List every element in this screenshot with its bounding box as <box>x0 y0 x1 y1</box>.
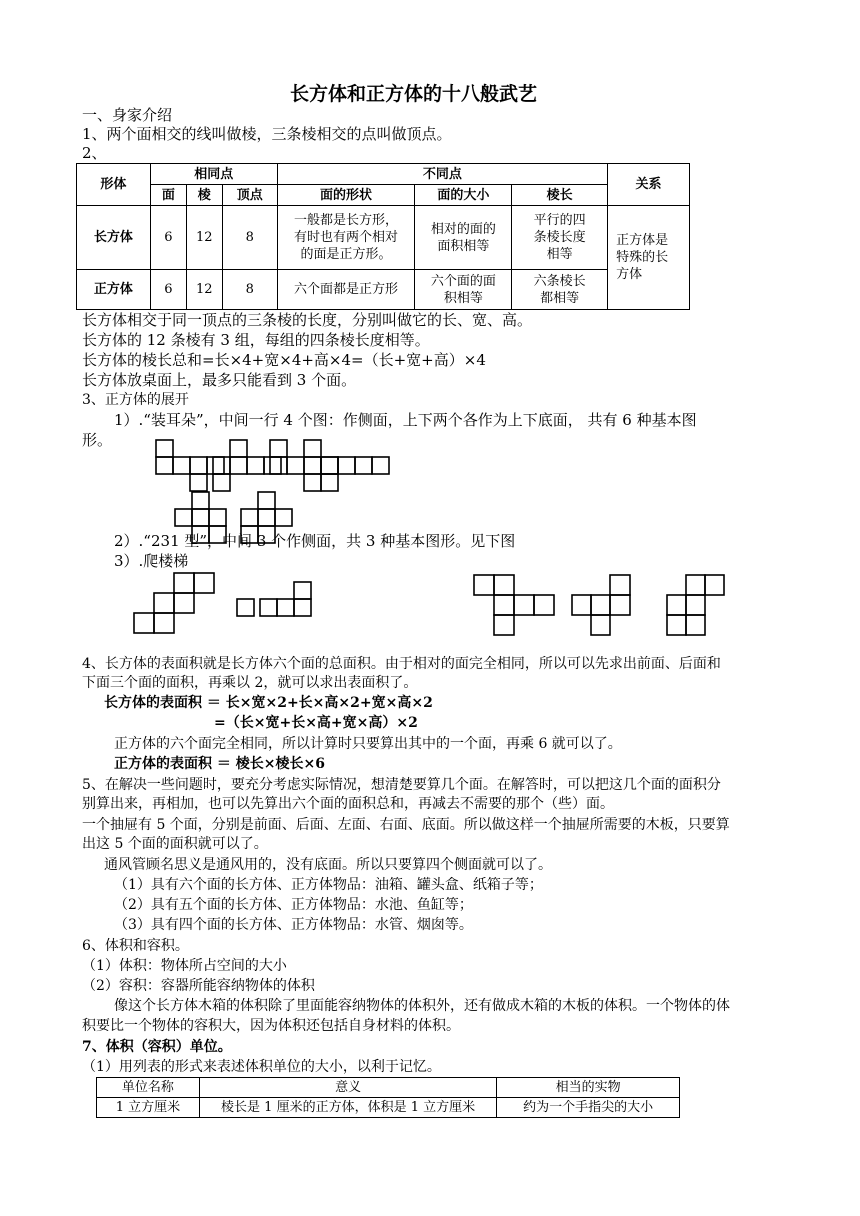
text-line: 4、长方体的表面积就是长方体六个面的总面积。由于相对的面完全相同，所以可以先求出前面、后面和 <box>82 656 721 672</box>
section-heading-3: 3、正方体的展开 <box>82 392 189 408</box>
header-diff: 不同点 <box>277 164 607 185</box>
text-line: （2）具有五个面的长方体、正方体物品：水池、鱼缸等； <box>114 897 473 913</box>
text-line: 下面三个面的面积，再乘以 2，就可以求出表面积了。 <box>82 675 418 691</box>
cell-line: 特殊的长 <box>616 250 669 265</box>
header-vertex: 顶点 <box>222 185 277 206</box>
cell-line: 平行的四 <box>533 213 586 228</box>
cube-net-figure <box>134 573 214 633</box>
formula-line: =（长×宽+长×高+宽×高）×2 <box>214 715 418 731</box>
cell-line: 积相等 <box>443 290 483 306</box>
text-line: 一个抽屉有 5 个面，分别是前面、后面、左面、右面、底面。所以做这样一个抽屉所需要的木板，只要算 <box>82 817 730 833</box>
cell: 12 <box>186 270 222 310</box>
cell: 约为一个手指尖的大小 <box>497 1098 680 1118</box>
cube-net-figure <box>304 440 389 491</box>
section-heading-6: 6、体积和容积。 <box>82 938 189 954</box>
formula-line: 正方体的表面积 ＝ 棱长×棱长×6 <box>114 756 325 772</box>
cell: 8 <box>222 270 277 310</box>
section-heading-7: 7、体积（容积）单位。 <box>82 1039 232 1055</box>
cell-line: 的面是正方形。 <box>300 247 392 262</box>
text-line: 积要比一个物体的容积大，因为体积还包括自身材料的体积。 <box>82 1018 460 1034</box>
header-same: 相同点 <box>150 164 277 185</box>
cell-line: 条棱长度 <box>533 230 586 245</box>
text-line: 别算出来，再相加，也可以先算出六个面的面积总和，再减去不需要的那个（些）面。 <box>82 796 614 812</box>
text-line: （1）具有六个面的长方体、正方体物品：油箱、罐头盒、纸箱子等； <box>114 877 543 893</box>
header-relation: 关系 <box>608 164 690 206</box>
cell: 6 <box>150 270 186 310</box>
section-heading-1: 一、身家介绍 <box>82 106 173 124</box>
cell: 1 立方厘米 <box>97 1098 200 1118</box>
text-line: （1）体积：物体所占空间的大小 <box>82 958 287 974</box>
row-cube-name: 正方体 <box>77 270 151 310</box>
text-line: 2、 <box>82 144 107 162</box>
header-shape: 形体 <box>77 164 151 206</box>
text-line: 正方体的六个面完全相同，所以计算时只要算出其中的一个面，再乘 6 就可以了。 <box>114 736 622 752</box>
text-line: 通风管顾名思义是通风用的，没有底面。所以只要算四个侧面就可以了。 <box>104 857 552 873</box>
cell-line: 都相等 <box>540 290 580 306</box>
cell-line: 面积相等 <box>437 238 490 254</box>
formula-line: 长方体的表面积 ＝ 长×宽×2+长×高×2+宽×高×2 <box>104 695 433 711</box>
text-line: （1）用列表的形式来表述体积单位的大小，以利于记忆。 <box>82 1059 441 1075</box>
text-line: 3）.爬楼梯 <box>114 552 189 570</box>
cell-face-shape: 六个面都是正方形 <box>277 270 415 310</box>
fact-line: 长方体放桌面上，最多只能看到 3 个面。 <box>82 371 357 389</box>
header-face-shape: 面的形状 <box>277 185 415 206</box>
cube-net-figure <box>572 575 630 635</box>
cell-line: 六个面的面 <box>430 273 496 289</box>
cell-line: 正方体是 <box>616 233 669 248</box>
header-unit-name: 单位名称 <box>97 1078 200 1098</box>
cube-net-figure <box>156 440 224 491</box>
fact-line: 长方体的 12 条棱有 3 组，每组的四条棱长度相等。 <box>82 331 430 349</box>
row-cuboid-name: 长方体 <box>77 206 151 270</box>
header-face: 面 <box>150 185 186 206</box>
fact-line: 长方体相交于同一顶点的三条棱的长度，分别叫做它的长、宽、高。 <box>82 311 533 329</box>
cell: 6 <box>150 206 186 270</box>
text-line: （2）容积：容器所能容纳物体的体积 <box>82 978 315 994</box>
text-line: 出这 5 个面的面积就可以了。 <box>82 836 268 852</box>
volume-unit-table <box>96 1077 680 1118</box>
cell: 棱长是 1 厘米的正方体，体积是 1 立方厘米 <box>199 1098 496 1118</box>
cell-line: 有时也有两个相对 <box>294 230 399 245</box>
cell-line: 方体 <box>616 267 643 282</box>
cube-net-figure <box>237 582 311 616</box>
header-edge-length: 棱长 <box>512 185 608 206</box>
cell: 12 <box>186 206 222 270</box>
cell-line: 相等 <box>546 247 573 262</box>
header-face-size: 面的大小 <box>415 185 512 206</box>
cube-net-figure <box>667 575 724 635</box>
cell-line: 六条棱长 <box>533 273 586 289</box>
header-equivalent-object: 相当的实物 <box>497 1078 680 1098</box>
fact-line: 长方体的棱长总和=长×4+宽×4+高×4=（长+宽+高）×4 <box>82 351 486 369</box>
text-line: 像这个长方体木箱的体积除了里面能容纳物体的体积外，还有做成木箱的木板的体积。一个物体的体 <box>114 998 730 1014</box>
cell-line: 一般都是长方形， <box>294 213 399 228</box>
page-title: 长方体和正方体的十八般武艺 <box>290 83 538 105</box>
cell: 8 <box>222 206 277 270</box>
cell-line: 相对的面的 <box>430 221 496 237</box>
text-line: （3）具有四个面的长方体、正方体物品：水管、烟囱等。 <box>114 917 473 933</box>
header-meaning: 意义 <box>199 1078 496 1098</box>
cube-net-figure <box>474 575 554 635</box>
header-edge: 棱 <box>186 185 222 206</box>
text-line: 1、两个面相交的线叫做棱，三条棱相交的点叫做顶点。 <box>82 125 452 143</box>
text-line: 1）.“装耳朵”，中间一行 4 个图：作侧面，上下两个各作为上下底面， 共有 6 种基本图 <box>114 411 697 429</box>
text-line: 2）.“231 型”，中间 3 个作侧面，共 3 种基本图形。见下图 <box>114 532 516 550</box>
text-line: 形。 <box>82 431 113 449</box>
text-line: 5、在解决一些问题时，要充分考虑实际情况，想清楚要算几个面。在解答时，可以把这几个面的面积分 <box>82 777 721 793</box>
